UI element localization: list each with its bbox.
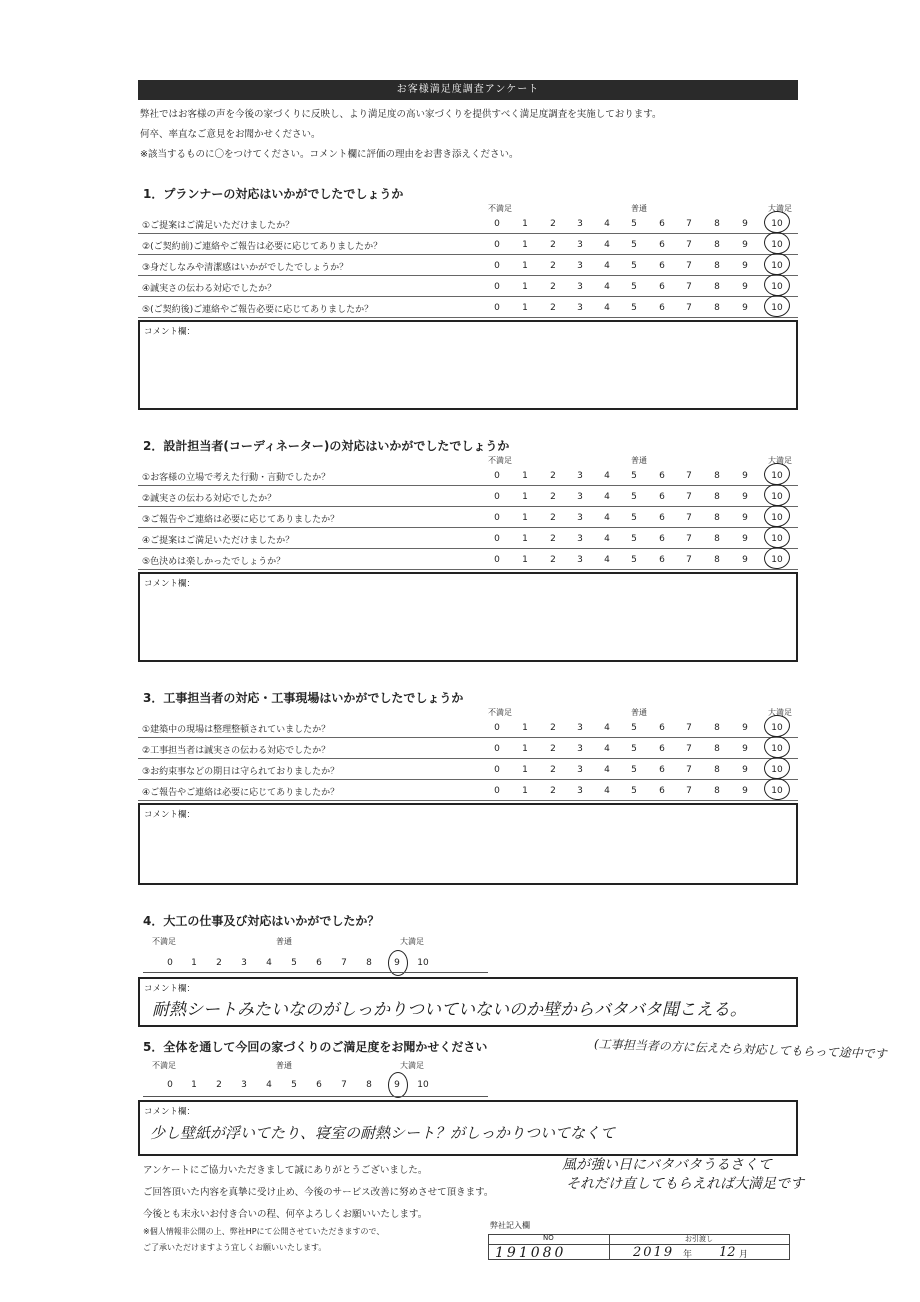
s5-rating-option-3[interactable]: 3: [241, 1080, 247, 1090]
question-text: ⑤色決めは楽しかったでしょうか？: [142, 557, 286, 567]
rating-option-9[interactable]: 9: [742, 765, 748, 775]
rating-option-0[interactable]: 0: [494, 786, 500, 796]
question-row: [138, 507, 798, 528]
rating-option-6[interactable]: 6: [659, 765, 665, 775]
s4-rating-option-9[interactable]: 9: [394, 958, 400, 968]
rating-option-9[interactable]: 9: [742, 492, 748, 502]
selected-rating-circle: [763, 294, 791, 319]
question-text: ②誠実さの伝わる対応でしたか？: [142, 494, 277, 504]
s4-scale-mid: 普通: [276, 937, 292, 946]
rating-option-9[interactable]: 9: [742, 723, 748, 733]
rating-option-4[interactable]: 4: [604, 282, 610, 292]
rating-option-2[interactable]: 2: [550, 786, 556, 796]
rating-option-9[interactable]: 9: [742, 219, 748, 229]
section1-heading: 1．プランナーの対応はいかがでしたでしょうか: [143, 187, 404, 201]
s5-comment-line-2: 風が強い日にバタバタうるさくて: [562, 1157, 772, 1173]
s4-scale-high: 大満足: [400, 937, 424, 946]
rating-option-5[interactable]: 5: [631, 786, 637, 796]
rating-option-4[interactable]: 4: [604, 723, 610, 733]
selected-rating-circle: [763, 210, 791, 235]
question-row: [138, 276, 798, 297]
rating-option-10[interactable]: 10: [771, 786, 783, 796]
rating-option-10[interactable]: 10: [771, 261, 783, 271]
question-text: ④ご提案はご満足いただけましたか？: [142, 536, 295, 546]
rating-option-0[interactable]: 0: [494, 261, 500, 271]
rating-option-6[interactable]: 6: [659, 723, 665, 733]
rating-option-2[interactable]: 2: [550, 492, 556, 502]
rating-option-9[interactable]: 9: [742, 555, 748, 565]
rating-option-10[interactable]: 10: [771, 513, 783, 523]
scale-label-mid: 普通: [631, 204, 647, 213]
rating-option-0[interactable]: 0: [494, 513, 500, 523]
selected-rating-circle: [763, 252, 791, 277]
rating-option-10[interactable]: 10: [771, 765, 783, 775]
rating-option-4[interactable]: 4: [604, 534, 610, 544]
question-row: [138, 486, 798, 507]
s4-scale-line: [143, 972, 488, 973]
question-row: [138, 465, 798, 486]
s4-scale-numbers: [0, 956, 500, 972]
rating-option-10[interactable]: 10: [771, 534, 783, 544]
rating-option-8[interactable]: 8: [714, 282, 720, 292]
question-text: ④ご報告やご連絡は必要に応じてありましたか？: [142, 788, 340, 798]
rating-option-8[interactable]: 8: [714, 555, 720, 565]
rating-option-6[interactable]: 6: [659, 240, 665, 250]
rating-option-7[interactable]: 7: [686, 303, 692, 313]
rating-option-1[interactable]: 1: [522, 744, 528, 754]
question-text: ④誠実さの伝わる対応でしたか？: [142, 284, 277, 294]
rating-option-8[interactable]: 8: [714, 765, 720, 775]
scale-label-low: 不満足: [488, 708, 512, 717]
rating-option-7[interactable]: 7: [686, 492, 692, 502]
rating-option-8[interactable]: 8: [714, 744, 720, 754]
question-row: [138, 717, 798, 738]
rating-option-10[interactable]: 10: [771, 555, 783, 565]
office-month-unit: 月: [739, 1250, 749, 1260]
rating-option-2[interactable]: 2: [550, 261, 556, 271]
rating-option-1[interactable]: 1: [522, 240, 528, 250]
section2-heading: 2．設計担当者(コーディネーター)の対応はいかがでしたでしょうか: [143, 439, 510, 453]
rating-option-2[interactable]: 2: [550, 303, 556, 313]
scale-label-high: 大満足: [768, 456, 792, 465]
rating-option-8[interactable]: 8: [714, 786, 720, 796]
comment-label: コメント欄：: [144, 327, 196, 337]
rating-option-0[interactable]: 0: [494, 744, 500, 754]
rating-option-9[interactable]: 9: [742, 786, 748, 796]
rating-option-6[interactable]: 6: [659, 786, 665, 796]
rating-option-7[interactable]: 7: [686, 744, 692, 754]
rating-option-1[interactable]: 1: [522, 765, 528, 775]
s4-rating-option-0[interactable]: 0: [167, 958, 173, 968]
rating-option-2[interactable]: 2: [550, 240, 556, 250]
rating-option-1[interactable]: 1: [522, 303, 528, 313]
rating-option-9[interactable]: 9: [742, 282, 748, 292]
rating-option-5[interactable]: 5: [631, 240, 637, 250]
survey-title: お客様満足度調査アンケート: [138, 80, 798, 100]
rating-option-6[interactable]: 6: [659, 303, 665, 313]
rating-option-1[interactable]: 1: [522, 261, 528, 271]
rating-option-10[interactable]: 10: [771, 471, 783, 481]
question-text: ①建築中の現場は整理整頓されていましたか？: [142, 725, 331, 735]
question-row: [138, 759, 798, 780]
rating-option-1[interactable]: 1: [522, 219, 528, 229]
rating-option-8[interactable]: 8: [714, 513, 720, 523]
office-use-box: [488, 1234, 790, 1260]
s4-comment-box[interactable]: [138, 977, 798, 1027]
question-text: ③お約束事などの期日は守られておりましたか？: [142, 767, 340, 777]
rating-option-8[interactable]: 8: [714, 303, 720, 313]
rating-option-8[interactable]: 8: [714, 261, 720, 271]
question-text: ①ご提案はご満足いただけましたか？: [142, 221, 295, 231]
rating-option-5[interactable]: 5: [631, 219, 637, 229]
rating-option-0[interactable]: 0: [494, 534, 500, 544]
rating-option-0[interactable]: 0: [494, 303, 500, 313]
s5-comment-line-3: それだけ直してもらえれば大満足です: [566, 1176, 804, 1192]
rating-option-2[interactable]: 2: [550, 534, 556, 544]
scale-label-mid: 普通: [631, 708, 647, 717]
intro-line-2: 何卒、率直なご意見をお聞かせください。: [140, 129, 321, 140]
rating-option-10[interactable]: 10: [771, 492, 783, 502]
rating-option-10[interactable]: 10: [771, 744, 783, 754]
question-row: [138, 549, 798, 570]
rating-option-4[interactable]: 4: [604, 492, 610, 502]
s5-rating-option-4[interactable]: 4: [266, 1080, 272, 1090]
rating-option-3[interactable]: 3: [577, 219, 583, 229]
rating-option-8[interactable]: 8: [714, 471, 720, 481]
rating-option-0[interactable]: 0: [494, 219, 500, 229]
rating-option-4[interactable]: 4: [604, 261, 610, 271]
s5-scale-high: 大満足: [400, 1061, 424, 1070]
question-row: [138, 255, 798, 276]
rating-option-5[interactable]: 5: [631, 303, 637, 313]
section1-comment-box[interactable]: [138, 320, 798, 410]
rating-option-6[interactable]: 6: [659, 555, 665, 565]
rating-option-7[interactable]: 7: [686, 219, 692, 229]
rating-option-5[interactable]: 5: [631, 282, 637, 292]
intro-line-1: 弊社ではお客様の声を今後の家づくりに反映し、より満足度の高い家づくりを提供すべく満足度調査を実施しております。: [140, 109, 662, 120]
rating-option-2[interactable]: 2: [550, 765, 556, 775]
footer-line-1: アンケートにご協力いただきまして誠にありがとうございました。: [143, 1165, 428, 1176]
scale-label-mid: 普通: [631, 456, 647, 465]
question-row: [138, 213, 798, 234]
question-text: ⑤(ご契約後)ご連絡やご報告必要に応じてありましたか？: [142, 305, 374, 315]
section2-comment-box[interactable]: [138, 572, 798, 662]
rating-option-6[interactable]: 6: [659, 282, 665, 292]
s5-comment-box[interactable]: [138, 1100, 798, 1156]
privacy-line-1: ※個人情報非公開の上、弊社HPにて公開させていただきますので、: [143, 1227, 385, 1236]
rating-option-1[interactable]: 1: [522, 492, 528, 502]
selected-rating-circle: [763, 756, 791, 781]
question-text: ③ご報告やご連絡は必要に応じてありましたか？: [142, 515, 340, 525]
rating-option-7[interactable]: 7: [686, 534, 692, 544]
rating-option-8[interactable]: 8: [714, 240, 720, 250]
rating-option-10[interactable]: 10: [771, 282, 783, 292]
s5-rating-option-0[interactable]: 0: [167, 1080, 173, 1090]
question-row: [138, 528, 798, 549]
s4-rating-option-2[interactable]: 2: [216, 958, 222, 968]
s4-rating-option-7[interactable]: 7: [341, 958, 347, 968]
rating-option-0[interactable]: 0: [494, 723, 500, 733]
selected-rating-circle: [763, 776, 792, 801]
rating-option-7[interactable]: 7: [686, 786, 692, 796]
rating-option-3[interactable]: 3: [577, 303, 583, 313]
s5-scale-line: [143, 1096, 488, 1097]
scale-label-low: 不満足: [488, 456, 512, 465]
section3-heading: 3．工事担当者の対応・工事現場はいかがでしたでしょうか: [143, 691, 464, 705]
question-text: ③身だしなみや清潔感はいかがでしたでしょうか？: [142, 263, 349, 273]
office-year-unit: 年: [683, 1250, 693, 1260]
rating-option-2[interactable]: 2: [550, 471, 556, 481]
rating-option-3[interactable]: 3: [577, 471, 583, 481]
rating-option-3[interactable]: 3: [577, 513, 583, 523]
s5-scale-mid: 普通: [276, 1061, 292, 1070]
comment-label: コメント欄：: [144, 579, 196, 589]
rating-option-5[interactable]: 5: [631, 534, 637, 544]
comment-label: コメント欄：: [144, 984, 196, 994]
selected-rating-circle: [763, 504, 791, 529]
s5-rating-option-6[interactable]: 6: [316, 1080, 322, 1090]
s5-rating-option-2[interactable]: 2: [216, 1080, 222, 1090]
question-row: [138, 297, 798, 318]
section4-heading: 4．大工の仕事及び対応はいかがでしたか？: [143, 914, 380, 928]
comment-label: コメント欄：: [144, 1107, 196, 1117]
rating-option-4[interactable]: 4: [604, 471, 610, 481]
rating-option-5[interactable]: 5: [631, 492, 637, 502]
section3-comment-box[interactable]: [138, 803, 798, 885]
s4-rating-option-5[interactable]: 5: [291, 958, 297, 968]
rating-option-1[interactable]: 1: [522, 723, 528, 733]
s4-rating-option-6[interactable]: 6: [316, 958, 322, 968]
scale-label-high: 大満足: [768, 708, 792, 717]
rating-option-3[interactable]: 3: [577, 282, 583, 292]
s5-scale-numbers: [0, 1078, 500, 1094]
rating-option-3[interactable]: 3: [577, 555, 583, 565]
s5-rating-option-8[interactable]: 8: [366, 1080, 372, 1090]
rating-option-1[interactable]: 1: [522, 786, 528, 796]
office-delivery-label: お引渡し: [685, 1235, 713, 1243]
s4-comment-text: 耐熱シートみたいなのがしっかりついていないのか壁からバタバタ聞こえる。: [152, 1000, 747, 1020]
rating-option-4[interactable]: 4: [604, 744, 610, 754]
rating-option-6[interactable]: 6: [659, 492, 665, 502]
rating-option-0[interactable]: 0: [494, 555, 500, 565]
rating-option-0[interactable]: 0: [494, 240, 500, 250]
rating-option-6[interactable]: 6: [659, 219, 665, 229]
s5-selected-rating-circle: [388, 1072, 408, 1098]
rating-option-10[interactable]: 10: [771, 240, 783, 250]
s5-side-note: (工事担当者の方に伝えたら対応してもらって途中です: [593, 1036, 887, 1062]
rating-option-7[interactable]: 7: [686, 723, 692, 733]
rating-option-3[interactable]: 3: [577, 240, 583, 250]
rating-option-5[interactable]: 5: [631, 471, 637, 481]
rating-option-4[interactable]: 4: [604, 555, 610, 565]
rating-option-3[interactable]: 3: [577, 786, 583, 796]
rating-option-3[interactable]: 3: [577, 261, 583, 271]
rating-option-3[interactable]: 3: [577, 492, 583, 502]
selected-rating-circle: [763, 714, 791, 739]
scale-label-low: 不満足: [488, 204, 512, 213]
rating-option-5[interactable]: 5: [631, 765, 637, 775]
rating-option-8[interactable]: 8: [714, 219, 720, 229]
rating-option-4[interactable]: 4: [604, 765, 610, 775]
rating-option-8[interactable]: 8: [714, 492, 720, 502]
s4-rating-option-4[interactable]: 4: [266, 958, 272, 968]
s5-rating-option-10[interactable]: 10: [417, 1080, 429, 1090]
rating-option-2[interactable]: 2: [550, 555, 556, 565]
rating-option-2[interactable]: 2: [550, 744, 556, 754]
question-text: ②工事担当者は誠実さの伝わる対応でしたか？: [142, 746, 331, 756]
s4-rating-option-8[interactable]: 8: [366, 958, 372, 968]
rating-option-5[interactable]: 5: [631, 744, 637, 754]
s4-rating-option-3[interactable]: 3: [241, 958, 247, 968]
rating-option-5[interactable]: 5: [631, 513, 637, 523]
rating-option-4[interactable]: 4: [604, 513, 610, 523]
rating-option-6[interactable]: 6: [659, 471, 665, 481]
comment-label: コメント欄：: [144, 810, 196, 820]
s5-rating-option-7[interactable]: 7: [341, 1080, 347, 1090]
rating-option-9[interactable]: 9: [742, 240, 748, 250]
rating-option-1[interactable]: 1: [522, 471, 528, 481]
rating-option-3[interactable]: 3: [577, 744, 583, 754]
rating-option-0[interactable]: 0: [494, 471, 500, 481]
rating-option-7[interactable]: 7: [686, 555, 692, 565]
rating-option-8[interactable]: 8: [714, 534, 720, 544]
rating-option-7[interactable]: 7: [686, 471, 692, 481]
rating-option-10[interactable]: 10: [771, 303, 783, 313]
rating-option-8[interactable]: 8: [714, 723, 720, 733]
rating-option-7[interactable]: 7: [686, 513, 692, 523]
s5-rating-option-9[interactable]: 9: [394, 1080, 400, 1090]
rating-option-6[interactable]: 6: [659, 534, 665, 544]
footer-line-2: ご回答頂いた内容を真摯に受け止め、今後のサービス改善に努めさせて頂きます。: [143, 1187, 494, 1198]
s4-rating-option-10[interactable]: 10: [417, 958, 429, 968]
s4-scale-low: 不満足: [152, 937, 176, 946]
rating-option-4[interactable]: 4: [604, 219, 610, 229]
question-row: [138, 234, 798, 255]
question-text: ②(ご契約前)ご連絡やご報告は必要に応じてありましたか？: [142, 242, 383, 252]
rating-option-1[interactable]: 1: [522, 513, 528, 523]
rating-option-3[interactable]: 3: [577, 765, 583, 775]
rating-option-7[interactable]: 7: [686, 282, 692, 292]
rating-option-4[interactable]: 4: [604, 786, 610, 796]
s5-rating-option-5[interactable]: 5: [291, 1080, 297, 1090]
intro-line-3: ※該当するものに〇をつけてください。コメント欄に評価の理由をお書き添えください。: [140, 149, 519, 160]
footer-line-3: 今後とも末永いお付き合いの程、何卒よろしくお願いいたします。: [143, 1209, 428, 1220]
rating-option-4[interactable]: 4: [604, 303, 610, 313]
s5-rating-option-1[interactable]: 1: [191, 1080, 197, 1090]
rating-option-10[interactable]: 10: [771, 723, 783, 733]
section5-heading: 5．全体を通して今回の家づくりのご満足度をお聞かせください: [143, 1040, 488, 1054]
rating-option-1[interactable]: 1: [522, 555, 528, 565]
rating-option-9[interactable]: 9: [742, 471, 748, 481]
rating-option-5[interactable]: 5: [631, 261, 637, 271]
rating-option-9[interactable]: 9: [742, 744, 748, 754]
s5-comment-line-1: 少し壁紙が浮いてたり、寝室の耐熱シート？がしっかりついてなくて: [150, 1124, 616, 1142]
rating-option-3[interactable]: 3: [577, 534, 583, 544]
rating-option-4[interactable]: 4: [604, 240, 610, 250]
rating-option-2[interactable]: 2: [550, 219, 556, 229]
rating-option-0[interactable]: 0: [494, 765, 500, 775]
rating-option-7[interactable]: 7: [686, 261, 692, 271]
rating-option-5[interactable]: 5: [631, 555, 637, 565]
rating-option-2[interactable]: 2: [550, 513, 556, 523]
rating-option-2[interactable]: 2: [550, 723, 556, 733]
office-no-label: NO: [543, 1234, 554, 1242]
rating-option-10[interactable]: 10: [771, 219, 783, 229]
rating-option-6[interactable]: 6: [659, 744, 665, 754]
rating-option-2[interactable]: 2: [550, 282, 556, 292]
rating-option-9[interactable]: 9: [742, 261, 748, 271]
selected-rating-circle: [763, 546, 791, 571]
rating-option-7[interactable]: 7: [686, 240, 692, 250]
rating-option-1[interactable]: 1: [522, 534, 528, 544]
rating-option-9[interactable]: 9: [742, 303, 748, 313]
rating-option-9[interactable]: 9: [742, 513, 748, 523]
office-use-title: 弊社記入欄: [490, 1221, 530, 1230]
question-row: [138, 738, 798, 759]
selected-rating-circle: [763, 462, 791, 487]
question-text: ①お客様の立場で考えた行動・言動でしたか？: [142, 473, 331, 483]
rating-option-0[interactable]: 0: [494, 282, 500, 292]
office-delivery-month: 12: [719, 1245, 736, 1260]
privacy-line-2: ご了承いただけますよう宜しくお願いいたします。: [143, 1243, 327, 1252]
rating-option-6[interactable]: 6: [659, 261, 665, 271]
rating-option-3[interactable]: 3: [577, 723, 583, 733]
rating-option-1[interactable]: 1: [522, 282, 528, 292]
rating-option-5[interactable]: 5: [631, 723, 637, 733]
office-no-value: 191080: [495, 1245, 567, 1261]
question-row: [138, 780, 798, 801]
rating-option-0[interactable]: 0: [494, 492, 500, 502]
rating-option-9[interactable]: 9: [742, 534, 748, 544]
s5-scale-low: 不満足: [152, 1061, 176, 1070]
rating-option-7[interactable]: 7: [686, 765, 692, 775]
office-delivery-year: 2019: [633, 1245, 675, 1260]
rating-option-6[interactable]: 6: [659, 513, 665, 523]
scale-label-high: 大満足: [768, 204, 792, 213]
s4-rating-option-1[interactable]: 1: [191, 958, 197, 968]
